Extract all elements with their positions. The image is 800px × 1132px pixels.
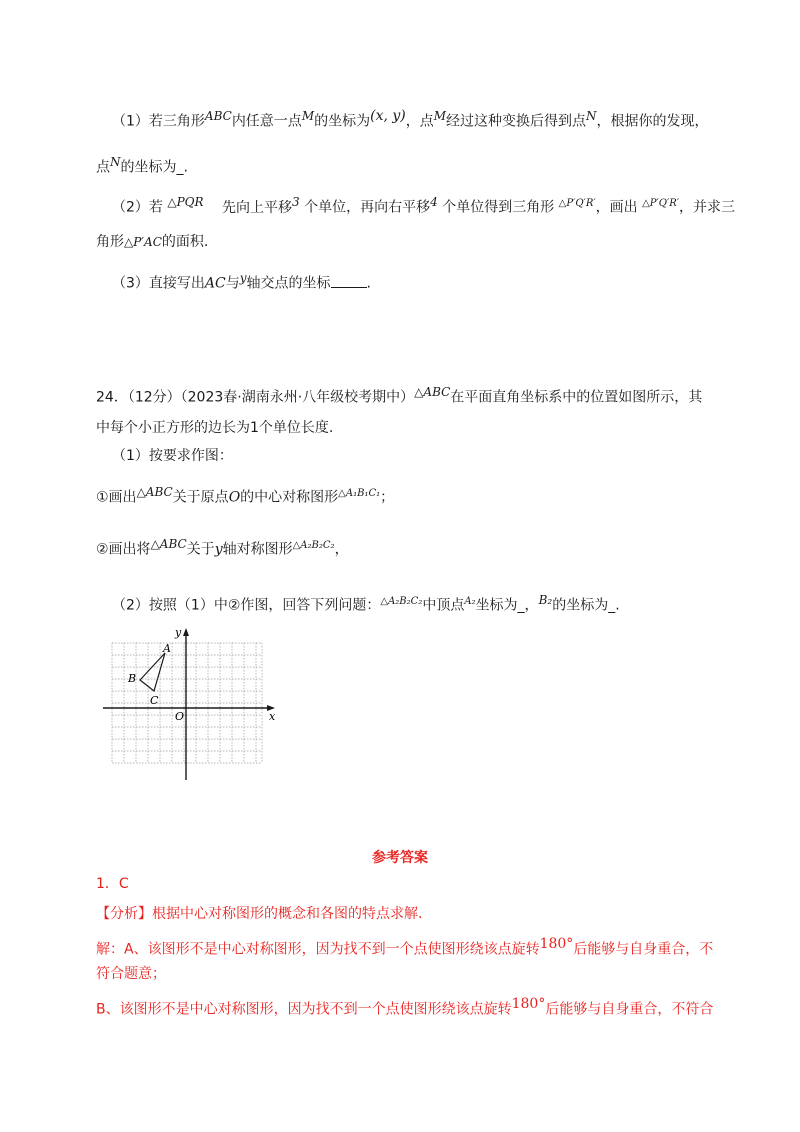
q24-construct-1 [96, 482, 394, 508]
math-tri: △ABC [150, 537, 187, 551]
math-o: O [228, 489, 241, 506]
text: 的坐标为 [314, 113, 371, 130]
q23-part3 [112, 268, 371, 294]
text: （2）若 [112, 199, 163, 216]
text: 的面积. [161, 234, 209, 250]
text: （1）若三角形 [112, 113, 205, 130]
math-m: M [301, 109, 315, 123]
text: 中每个小正方形的边长为1个单位长度. [96, 420, 334, 436]
q24-construct-2 [96, 534, 349, 560]
text: 轴交点的坐标 [246, 275, 331, 292]
label-c: C [150, 694, 159, 707]
math-xy: (x, y) [370, 108, 406, 124]
label-a: A [163, 642, 171, 655]
math-a2: A₂ [464, 596, 476, 607]
text: 点 [96, 159, 110, 176]
text: （2）按照（1）中②作图，回答下列问题： [112, 597, 381, 614]
answer-1 [96, 874, 129, 894]
text: 的中心对称图形 [240, 489, 339, 506]
math-3: 3 [292, 195, 300, 209]
math-tri: △ABC [414, 385, 451, 399]
text: ， [334, 541, 349, 558]
q24-part2 [112, 590, 620, 616]
text: 个单位，再向右平移 [304, 199, 431, 216]
text: 后能够与自身重合，不 [573, 941, 714, 958]
text: ②画出将 [96, 541, 151, 558]
solution-b-line1 [96, 994, 713, 1020]
math-ac: AC [204, 275, 226, 292]
math-b2: B₂ [538, 593, 553, 607]
label-x: x [269, 710, 276, 723]
q23-part1-line2 [96, 152, 188, 178]
text: 关于原点 [172, 489, 229, 506]
text: 的坐标为_. [120, 159, 188, 176]
label-y: y [175, 626, 182, 639]
q24-part1 [112, 446, 233, 466]
y-axis-arrow [183, 628, 189, 636]
math-tri: △A₂B₂C₂ [292, 540, 335, 551]
text: 轴对称图形 [222, 541, 293, 558]
answer-blank [331, 273, 367, 288]
math-tri: △A₁B₁C₁ [338, 488, 381, 499]
text: 【分析】根据中心对称图形的概念和各图的特点求解. [96, 906, 423, 922]
text: B、该图形不是中心对称图形，因为找不到一个点使图形绕该点旋转 [96, 1001, 512, 1018]
text: 内任意一点 [231, 113, 302, 130]
text: 1．C [96, 876, 129, 892]
math-tri: △P′AC [124, 235, 162, 249]
text: 个单位得到三角形 [442, 199, 555, 216]
text: （1）按要求作图： [112, 448, 233, 464]
text: 经过这种变换后得到点 [446, 113, 587, 130]
math-pqr: △PQR [167, 195, 204, 209]
text: 先向上平移 [222, 199, 293, 216]
triangle-abc [140, 653, 165, 691]
math-y: y [239, 271, 247, 285]
math-tri: △P′Q′R′ [558, 198, 596, 209]
coordinate-grid-figure [95, 620, 285, 785]
text: ，点 [405, 113, 434, 130]
math-tri: △ABC [136, 485, 173, 499]
text: 符合题意； [96, 966, 166, 982]
math-abc: ABC [204, 109, 232, 123]
label-o: O [175, 710, 185, 723]
q24-line2 [96, 418, 333, 438]
text: 的坐标为_. [552, 597, 620, 614]
q23-part2-line1 [112, 192, 735, 218]
math-n: N [586, 109, 597, 123]
q24-heading [96, 382, 702, 408]
text: （3）直接写出 [112, 275, 205, 292]
math-degree: 180° [511, 996, 546, 1012]
math-4: 4 [430, 195, 438, 209]
text: 参考答案 [372, 850, 428, 866]
math-degree: 180° [539, 936, 574, 952]
math-n: N [110, 155, 121, 169]
text: 解：A、该图形不是中心对称图形，因为找不到一个点使图形绕该点旋转 [96, 941, 540, 958]
text: 与 [225, 275, 240, 292]
label-b: B [128, 672, 137, 685]
text: 在平面直角坐标系中的位置如图所示，其 [450, 389, 703, 406]
text: ，并求三 [679, 199, 736, 216]
solution-a-line2 [96, 964, 166, 984]
answer-analysis [96, 904, 422, 924]
text: ①画出 [96, 489, 137, 506]
text: 坐标为_， [475, 597, 539, 614]
text: ； [380, 489, 395, 506]
text: ，画出 [595, 199, 638, 216]
grid-lines [112, 643, 262, 763]
text: ，根据你的发现， [596, 113, 709, 130]
text: 24．（12分）（2023春·湖南永州·八年级校考期中） [96, 389, 415, 406]
math-tri: △A₂B₂C₂ [380, 596, 423, 607]
math-tri: △P′Q′R′ [642, 198, 680, 209]
text: . [366, 275, 371, 292]
answers-title [0, 848, 800, 868]
text: 关于 [186, 541, 215, 558]
text: 角形 [96, 234, 124, 250]
text: 后能够与自身重合，不符合 [545, 1001, 714, 1018]
solution-a-line1 [96, 934, 713, 960]
math-m: M [433, 109, 447, 123]
text: 中顶点 [422, 597, 465, 614]
math-y: y [214, 541, 223, 558]
q23-part1-line1 [112, 106, 709, 132]
q23-part2-line2 [96, 232, 208, 252]
